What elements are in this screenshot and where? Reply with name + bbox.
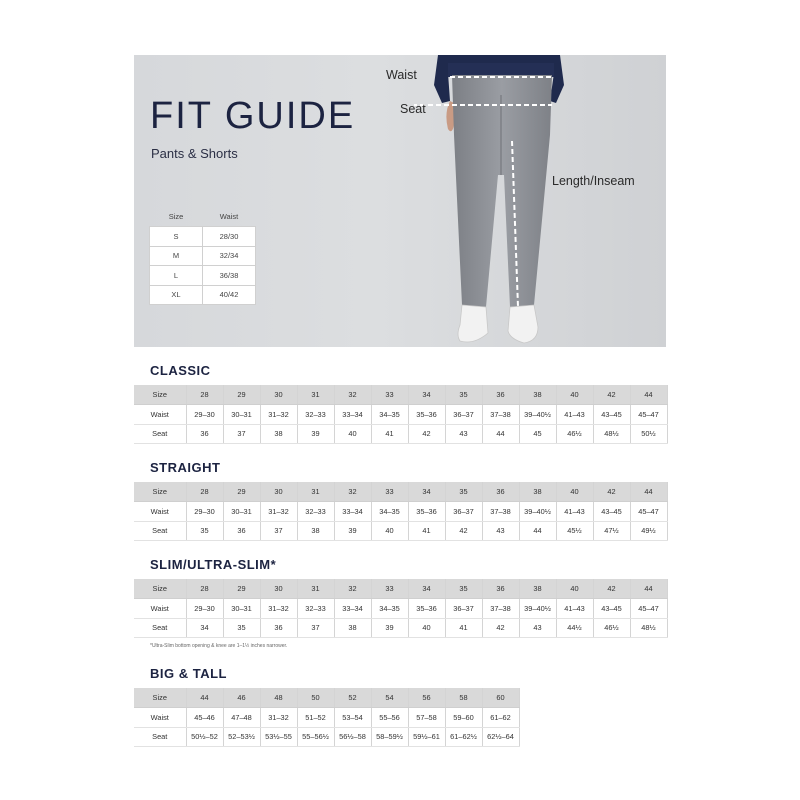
table-row <box>150 285 256 305</box>
table-cell: 33 <box>371 385 408 405</box>
row-label: Size <box>134 482 186 502</box>
section-title-straight: STRAIGHT <box>150 460 221 475</box>
table-cell: 52–53½ <box>223 727 260 747</box>
table-cell: 36–37 <box>445 502 482 522</box>
table-cell: 48½ <box>630 618 667 638</box>
row-label: Waist <box>134 502 186 522</box>
table-cell: 59½–61 <box>408 727 445 747</box>
table-cell: 45–47 <box>630 599 667 619</box>
table-cell: 46½ <box>556 424 593 444</box>
table-cell: 40 <box>408 618 445 638</box>
table-cell: 41 <box>408 521 445 541</box>
table-cell: 44 <box>630 482 667 502</box>
table-cell: 45–46 <box>186 708 223 728</box>
table-cell: 36 <box>260 618 297 638</box>
row-label: Seat <box>134 424 186 444</box>
table-cell: 36 <box>223 521 260 541</box>
table-cell: 31–32 <box>260 708 297 728</box>
table-cell: 47½ <box>593 521 630 541</box>
table-cell: 32–33 <box>297 405 334 425</box>
table-cell: 48½ <box>593 424 630 444</box>
fit-guide-hero <box>134 55 666 347</box>
table-row-seat <box>134 727 519 747</box>
table-cell: 47–48 <box>223 708 260 728</box>
table-cell: 30–31 <box>223 502 260 522</box>
table-cell: 38 <box>334 618 371 638</box>
table-cell: 39–40½ <box>519 405 556 425</box>
row-label: Waist <box>134 599 186 619</box>
table-cell: 53–54 <box>334 708 371 728</box>
table-cell: 46½ <box>593 618 630 638</box>
table-cell: 35 <box>223 618 260 638</box>
table-cell: 38 <box>519 482 556 502</box>
table-cell: 61–62½ <box>445 727 482 747</box>
row-label: Size <box>134 688 186 708</box>
classic-size-table <box>134 385 668 444</box>
seat-label: Seat <box>400 102 426 116</box>
section-title-slim: SLIM/ULTRA-SLIM* <box>150 557 277 572</box>
table-cell: 41–43 <box>556 405 593 425</box>
table-cell: 45 <box>519 424 556 444</box>
cell: S <box>150 227 203 247</box>
table-row-waist <box>134 708 519 728</box>
table-row <box>150 227 256 247</box>
table-cell: 36 <box>482 385 519 405</box>
table-cell: 40 <box>556 385 593 405</box>
table-cell: 29–30 <box>186 599 223 619</box>
table-cell: 29–30 <box>186 502 223 522</box>
table-cell: 31 <box>297 385 334 405</box>
table-cell: 38 <box>297 521 334 541</box>
table-cell: 36–37 <box>445 599 482 619</box>
table-cell: 54 <box>371 688 408 708</box>
waist-label: Waist <box>386 68 417 82</box>
table-cell: 29 <box>223 482 260 502</box>
table-cell: 30–31 <box>223 405 260 425</box>
table-cell: 36 <box>482 579 519 599</box>
table-cell: 40 <box>556 579 593 599</box>
table-cell: 35–36 <box>408 502 445 522</box>
header-size: Size <box>168 212 184 221</box>
table-row-seat <box>134 618 667 638</box>
cell: 40/42 <box>203 285 256 305</box>
table-cell: 46 <box>223 688 260 708</box>
table-cell: 31 <box>297 579 334 599</box>
table-cell: 35–36 <box>408 405 445 425</box>
footnote: *Ultra-Slim bottom opening & knee are 1–1½ inches narrower. <box>150 643 288 649</box>
table-cell: 39–40½ <box>519 599 556 619</box>
table-row-size <box>134 385 667 405</box>
table-cell: 45–47 <box>630 502 667 522</box>
table-cell: 34–35 <box>371 502 408 522</box>
table-cell: 34–35 <box>371 599 408 619</box>
table-cell: 35 <box>445 482 482 502</box>
table-cell: 34 <box>408 482 445 502</box>
table-cell: 62½–64 <box>482 727 519 747</box>
table-cell: 40 <box>334 424 371 444</box>
table-cell: 50½ <box>630 424 667 444</box>
table-cell: 34–35 <box>371 405 408 425</box>
table-cell: 45½ <box>556 521 593 541</box>
table-cell: 32–33 <box>297 599 334 619</box>
table-cell: 33–34 <box>334 502 371 522</box>
table-cell: 29 <box>223 579 260 599</box>
row-label: Waist <box>134 708 186 728</box>
table-cell: 59–60 <box>445 708 482 728</box>
table-cell: 32–33 <box>297 502 334 522</box>
length-inseam-label: Length/Inseam <box>552 174 635 188</box>
size-waist-table <box>149 207 256 305</box>
table-cell: 30 <box>260 579 297 599</box>
table-cell: 33–34 <box>334 405 371 425</box>
table-row-waist <box>134 502 667 522</box>
table-cell: 43 <box>482 521 519 541</box>
table-cell: 30 <box>260 385 297 405</box>
table-row <box>150 266 256 286</box>
table-cell: 43–45 <box>593 405 630 425</box>
table-cell: 38 <box>260 424 297 444</box>
table-cell: 51–52 <box>297 708 334 728</box>
cell: L <box>150 266 203 286</box>
table-cell: 37–38 <box>482 599 519 619</box>
table-cell: 40 <box>556 482 593 502</box>
cell: XL <box>150 285 203 305</box>
table-row <box>150 246 256 266</box>
table-cell: 39 <box>334 521 371 541</box>
table-cell: 31 <box>297 482 334 502</box>
table-cell: 42 <box>482 618 519 638</box>
table-row-size <box>134 579 667 599</box>
table-cell: 61–62 <box>482 708 519 728</box>
table-cell: 50 <box>297 688 334 708</box>
table-cell: 35–36 <box>408 599 445 619</box>
table-cell: 34 <box>408 579 445 599</box>
table-cell: 42 <box>593 579 630 599</box>
table-cell: 28 <box>186 579 223 599</box>
table-cell: 36 <box>186 424 223 444</box>
table-row-waist <box>134 405 667 425</box>
page-subtitle: Pants & Shorts <box>151 146 238 161</box>
row-label: Waist <box>134 405 186 425</box>
table-cell: 34 <box>408 385 445 405</box>
cell: 36/38 <box>203 266 256 286</box>
straight-size-table <box>134 482 668 541</box>
table-cell: 37 <box>223 424 260 444</box>
table-cell: 52 <box>334 688 371 708</box>
table-cell: 42 <box>408 424 445 444</box>
big-tall-size-table <box>134 688 520 747</box>
header-waist: Waist <box>219 212 239 221</box>
table-cell: 56½–58 <box>334 727 371 747</box>
table-cell: 37–38 <box>482 405 519 425</box>
table-cell: 37 <box>297 618 334 638</box>
table-cell: 41 <box>371 424 408 444</box>
table-cell: 41–43 <box>556 599 593 619</box>
table-cell: 30–31 <box>223 599 260 619</box>
table-cell: 58–59½ <box>371 727 408 747</box>
page-title: FIT GUIDE <box>150 95 356 137</box>
table-cell: 35 <box>445 385 482 405</box>
table-cell: 33 <box>371 482 408 502</box>
model-figure <box>414 55 594 347</box>
table-row-seat <box>134 424 667 444</box>
row-label: Size <box>134 385 186 405</box>
row-label: Seat <box>134 521 186 541</box>
table-cell: 29 <box>223 385 260 405</box>
table-cell: 31–32 <box>260 405 297 425</box>
table-row-size <box>134 688 519 708</box>
table-cell: 39 <box>297 424 334 444</box>
table-cell: 37 <box>260 521 297 541</box>
row-label: Seat <box>134 727 186 747</box>
table-cell: 44 <box>519 521 556 541</box>
table-cell: 43 <box>445 424 482 444</box>
row-label: Size <box>134 579 186 599</box>
table-cell: 58 <box>445 688 482 708</box>
table-cell: 35 <box>186 521 223 541</box>
table-cell: 50½–52 <box>186 727 223 747</box>
cell: 32/34 <box>203 246 256 266</box>
table-cell: 33 <box>371 579 408 599</box>
table-cell: 28 <box>186 385 223 405</box>
table-cell: 55–56½ <box>297 727 334 747</box>
row-label: Seat <box>134 618 186 638</box>
table-cell: 32 <box>334 385 371 405</box>
table-cell: 36 <box>482 482 519 502</box>
table-cell: 42 <box>593 385 630 405</box>
table-cell: 45–47 <box>630 405 667 425</box>
table-cell: 33–34 <box>334 599 371 619</box>
table-cell: 53½–55 <box>260 727 297 747</box>
table-row-size <box>134 482 667 502</box>
table-cell: 30 <box>260 482 297 502</box>
table-cell: 56 <box>408 688 445 708</box>
slim-size-table <box>134 579 668 638</box>
table-cell: 28 <box>186 482 223 502</box>
table-cell: 44½ <box>556 618 593 638</box>
table-cell: 35 <box>445 579 482 599</box>
section-title-big-tall: BIG & TALL <box>150 666 227 681</box>
table-cell: 38 <box>519 385 556 405</box>
table-cell: 44 <box>186 688 223 708</box>
table-row-waist <box>134 599 667 619</box>
table-cell: 32 <box>334 579 371 599</box>
table-cell: 31–32 <box>260 599 297 619</box>
table-cell: 49½ <box>630 521 667 541</box>
table-cell: 32 <box>334 482 371 502</box>
table-cell: 60 <box>482 688 519 708</box>
table-cell: 39 <box>371 618 408 638</box>
table-cell: 41 <box>445 618 482 638</box>
table-cell: 38 <box>519 579 556 599</box>
table-cell: 44 <box>482 424 519 444</box>
table-cell: 55–56 <box>371 708 408 728</box>
table-cell: 31–32 <box>260 502 297 522</box>
table-cell: 42 <box>593 482 630 502</box>
table-cell: 34 <box>186 618 223 638</box>
table-cell: 43 <box>519 618 556 638</box>
cell: M <box>150 246 203 266</box>
table-cell: 39–40½ <box>519 502 556 522</box>
cell: 28/30 <box>203 227 256 247</box>
table-cell: 44 <box>630 385 667 405</box>
table-cell: 43–45 <box>593 502 630 522</box>
table-cell: 42 <box>445 521 482 541</box>
table-cell: 40 <box>371 521 408 541</box>
table-cell: 41–43 <box>556 502 593 522</box>
table-cell: 43–45 <box>593 599 630 619</box>
section-title-classic: CLASSIC <box>150 363 211 378</box>
table-cell: 29–30 <box>186 405 223 425</box>
table-cell: 48 <box>260 688 297 708</box>
table-row-seat <box>134 521 667 541</box>
table-cell: 37–38 <box>482 502 519 522</box>
table-cell: 44 <box>630 579 667 599</box>
table-cell: 57–58 <box>408 708 445 728</box>
table-cell: 36–37 <box>445 405 482 425</box>
